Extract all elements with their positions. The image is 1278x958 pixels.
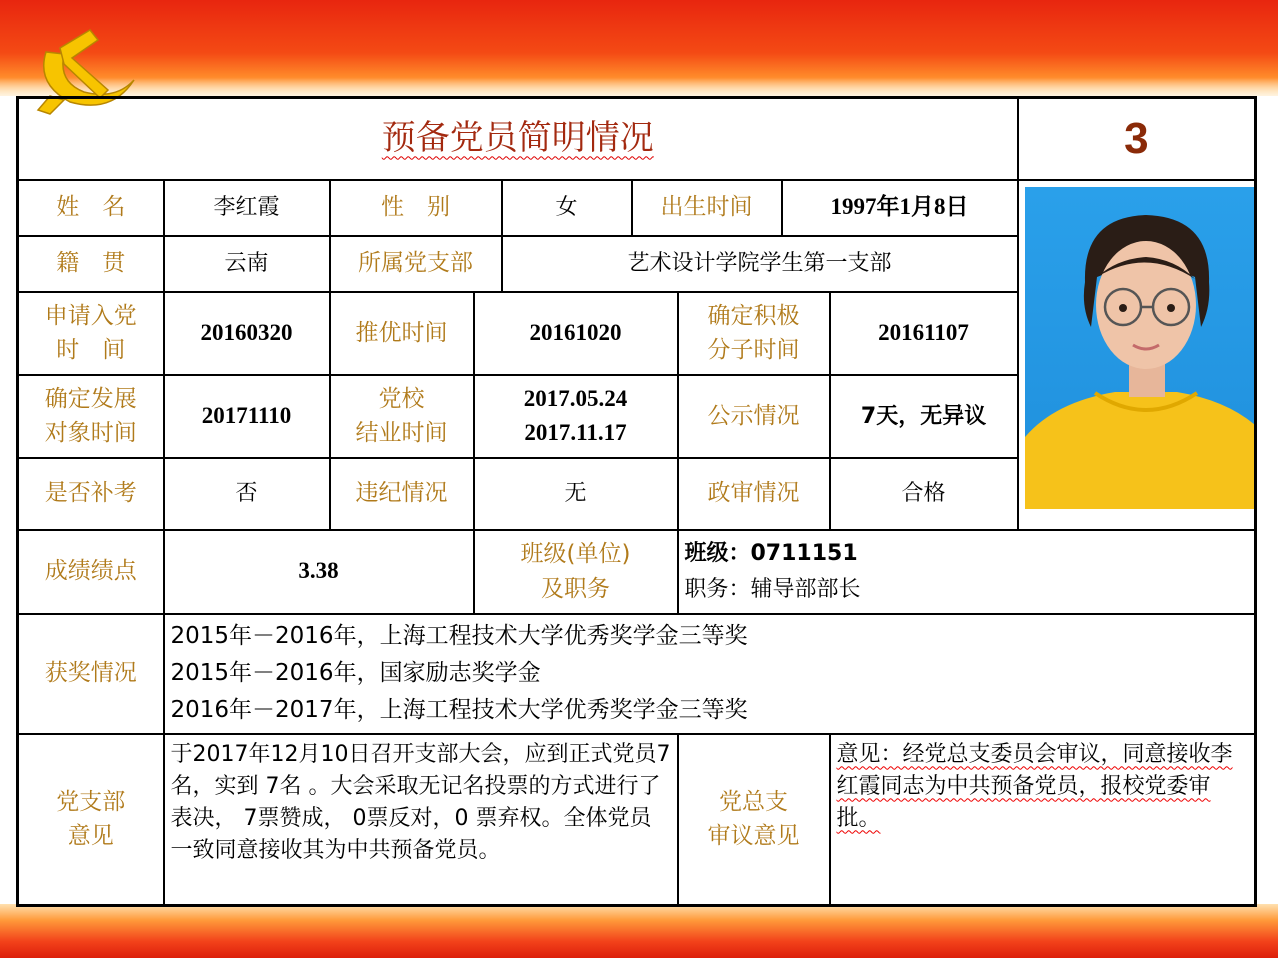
school-date-2: 2017.11.17 xyxy=(524,420,627,445)
class-value xyxy=(678,530,1256,614)
school-label-line-2: 结业时间 xyxy=(355,420,448,446)
branch-opinion-label-line-2: 意见 xyxy=(67,823,114,850)
name-label: 姓 名 xyxy=(18,180,164,236)
activist-value: 20161107 xyxy=(830,292,1018,375)
gpa-value: 3.38 xyxy=(164,530,474,614)
birth-value: 1997年1月8日 xyxy=(782,180,1018,236)
school-label-line-1: 党校 xyxy=(378,385,425,412)
branch-label: 所属党支部 xyxy=(330,236,502,292)
discipline-label: 违纪情况 xyxy=(330,458,474,530)
discipline-value: 无 xyxy=(474,458,678,530)
recommend-value: 20161020 xyxy=(474,292,678,375)
general-opinion-label-line-2: 审议意见 xyxy=(707,823,800,850)
recommend-label: 推优时间 xyxy=(330,292,474,375)
apply-label xyxy=(18,292,164,375)
class-label-line-2: 及职务 xyxy=(541,575,610,602)
makeup-value: 否 xyxy=(164,458,330,530)
branch-value: 艺术设计学院学生第一支部 xyxy=(502,236,1018,292)
position-line: 职务：辅导部部长 xyxy=(684,576,861,602)
branch-opinion-label xyxy=(18,734,164,906)
award-item: 2015年－2016年，国家励志奖学金 xyxy=(170,660,541,686)
makeup-label: 是否补考 xyxy=(18,458,164,530)
publicity-label: 公示情况 xyxy=(678,375,830,458)
gender-value: 女 xyxy=(502,180,632,236)
awards-list xyxy=(164,614,1256,734)
portrait-icon xyxy=(1025,187,1256,509)
general-opinion-content: 意见：经党总支委员会审议，同意接收李红霞同志为中共预备党员，报校党委审批。 xyxy=(836,741,1233,831)
political-label: 政审情况 xyxy=(678,458,830,530)
birth-label: 出生时间 xyxy=(632,180,782,236)
name-value: 李红霞 xyxy=(164,180,330,236)
general-opinion-label xyxy=(678,734,830,906)
activist-label xyxy=(678,292,830,375)
activist-label-line-1: 确定积极 xyxy=(707,302,800,329)
title-cell xyxy=(18,98,1018,180)
activist-label-line-2: 分子时间 xyxy=(707,337,800,363)
member-info-table xyxy=(16,96,1257,907)
page-number: 3 xyxy=(1124,113,1149,163)
apply-label-line-1: 申请入党 xyxy=(44,302,137,329)
origin-label: 籍 贯 xyxy=(18,236,164,292)
general-opinion-text xyxy=(830,734,1256,906)
develop-label-line-1: 确定发展 xyxy=(44,385,137,412)
page-number-cell xyxy=(1018,98,1256,180)
class-label xyxy=(474,530,678,614)
general-opinion-label-line-1: 党总支 xyxy=(719,788,788,815)
class-line: 班级：0711151 xyxy=(684,540,858,566)
branch-opinion-text: 于2017年12月10日召开支部大会，应到正式党员7名，实到 7名 。大会采取无记名投票的方式进行了表决， 7票赞成， 0票反对，0 票弃权。全体党员一致同意接收其为中共预备党员。 xyxy=(164,734,678,906)
class-label-line-1: 班级(单位) xyxy=(520,541,631,567)
gender-label: 性 别 xyxy=(330,180,502,236)
awards-label: 获奖情况 xyxy=(18,614,164,734)
school-value xyxy=(474,375,678,458)
school-date-1: 2017.05.24 xyxy=(523,385,628,411)
gpa-label: 成绩绩点 xyxy=(18,530,164,614)
develop-value: 20171110 xyxy=(164,375,330,458)
political-value: 合格 xyxy=(830,458,1018,530)
publicity-value: 7天，无异议 xyxy=(830,375,1018,458)
origin-value: 云南 xyxy=(164,236,330,292)
photo-cell xyxy=(1018,180,1256,530)
award-item: 2015年－2016年，上海工程技术大学优秀奖学金三等奖 xyxy=(170,623,748,649)
bottom-banner xyxy=(0,904,1278,958)
member-photo xyxy=(1025,187,1256,509)
page-title: 预备党员简明情况 xyxy=(381,118,654,159)
apply-label-line-2: 时 间 xyxy=(56,337,126,363)
develop-label-line-2: 对象时间 xyxy=(44,420,137,446)
top-banner xyxy=(0,0,1278,96)
develop-label xyxy=(18,375,164,458)
branch-opinion-label-line-1: 党支部 xyxy=(56,788,126,815)
award-item: 2016年－2017年，上海工程技术大学优秀奖学金三等奖 xyxy=(170,697,748,723)
apply-value: 20160320 xyxy=(164,292,330,375)
school-label xyxy=(330,375,474,458)
